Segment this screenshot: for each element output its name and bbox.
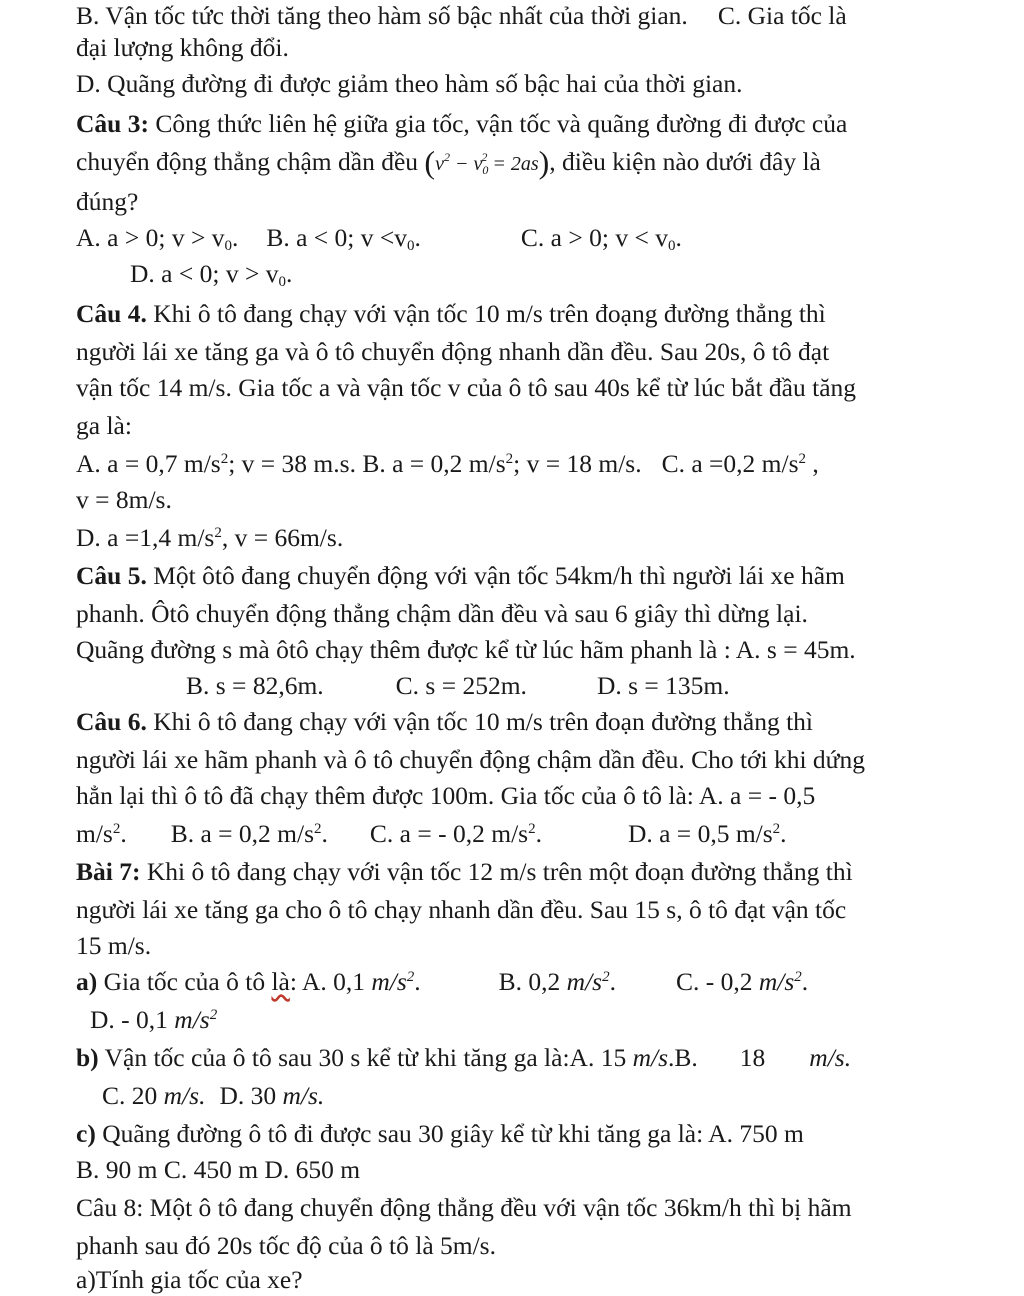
q6-line2: người lái xe hãm phanh và ô tô chuyển động chậm dần đều. Cho tới khi dứng: [76, 745, 866, 774]
q7b-options-cd: [102, 1080, 324, 1112]
q4-option-d: D. a =1,4 $m/s^2$, v = 66m/s.: [76, 523, 344, 552]
q3-text-3: , điều kiện nào dưới đây là: [549, 147, 821, 176]
q6-line3: hẳn lại thì ô tô đã chạy thêm được 100m. Gia tốc của ô tô là: A. a = - 0,5: [76, 781, 816, 810]
q7b-label: b): [76, 1043, 99, 1072]
q3-line1: [76, 108, 847, 140]
q2-option-b-line: [76, 0, 847, 32]
q7-line3: 15 m/s.: [76, 931, 152, 960]
q5-option-b: B. s = 82,6m.: [186, 671, 324, 700]
q3-text-2: chuyển động thẳng chậm dần đều: [76, 147, 419, 176]
q6-option-b: B. a = 0,2 $m/s^2$.: [170, 819, 328, 848]
q7-line1: [76, 856, 853, 888]
q3-option-a: A. a > 0; $v > v_0$.: [76, 223, 239, 254]
q8-line1: Câu 8: Một ô tô đang chuyển động thẳng đều với vận tốc 36km/h thì bị hãm: [76, 1193, 852, 1222]
q7c-options: B. 90 m C. 450 m D. 650 m: [76, 1155, 361, 1184]
q5-line1: [76, 560, 845, 592]
q6-option-d: D. a = 0,5 $m/s^2$.: [627, 819, 787, 848]
q7-label: Bài 7:: [76, 857, 141, 886]
q4-line4: ga là:: [76, 411, 132, 440]
q4-line3: vận tốc 14 m/s. Gia tốc a và vận tốc v của ô tô sau 40s kể từ lúc bắt đầu tăng: [76, 373, 857, 402]
q4-options-abc: [76, 448, 819, 480]
q6-line1: [76, 706, 813, 738]
q4-line1: [76, 298, 826, 330]
q7a-option-d: D. - 0,1 $m/s^2$: [90, 1005, 218, 1034]
q6-option-a-unit: $m/s^2$.: [76, 819, 127, 848]
q4-line2: người lái xe tăng ga và ô tô chuyển động nhanh dần đều. Sau 20s, ô tô đạt: [76, 337, 830, 366]
q2-option-d: D. Quãng đường đi được giảm theo hàm số bậc hai của thời gian.: [76, 69, 743, 98]
q6-label: Câu 6.: [76, 707, 147, 736]
q7b-option-c: C. 20 m/s.: [102, 1081, 206, 1110]
q7a-label: a): [76, 967, 98, 996]
q5-line3: Quãng đường s mà ôtô chạy thêm được kể từ lúc hãm phanh là : A. s = 45m.: [76, 635, 856, 664]
q4-option-c: C. a =0,2 $m/s^2$ ,: [661, 449, 819, 478]
q4-text-1: Khi ô tô đang chạy với vận tốc 10 m/s trên đoạng đường thẳng thì: [153, 299, 826, 328]
q8-line2: phanh sau đó 20s tốc độ của ô tô là 5m/s.: [76, 1231, 496, 1260]
q3-option-c: C. a > 0; $v < v_0$.: [520, 223, 682, 254]
q7a-flagged-word: là: [271, 967, 290, 996]
q7a-line: a) Gia tốc của ô tô là: A. 0,1 $m/s^2$. B. 0,2 $m/s^2$. C. - 0,2 $m/s^2$.: [76, 967, 809, 996]
q5-label: Câu 5.: [76, 561, 147, 590]
q4-label: Câu 4.: [76, 299, 147, 328]
q4-option-b: B. a = 0,2 $m/s^2$; v = 18 m/s.: [362, 449, 642, 478]
q2-option-c-cont: đại lượng không đổi.: [76, 33, 289, 62]
q7c-label: c): [76, 1119, 96, 1148]
q3-option-b: B. a < 0; $v <v_0$.: [266, 223, 421, 254]
q6-options-line: [76, 818, 787, 850]
q5-line2: phanh. Ôtô chuyển động thẳng chậm dần đều và sau 6 giây thì dừng lại.: [76, 599, 808, 628]
q7a-option-c: C. - 0,2 $m/s^2$.: [675, 967, 809, 996]
q8-line3-cut: a)Tính gia tốc của xe?: [76, 1265, 303, 1294]
q7-text-1: Khi ô tô đang chạy với vận tốc 12 m/s trên một đoạn đường thẳng thì: [146, 857, 853, 886]
q5-option-d: D. s = 135m.: [596, 671, 730, 700]
q7-line2: người lái xe tăng ga cho ô tô chạy nhanh dần đều. Sau 15 s, ô tô đạt vận tốc: [76, 895, 847, 924]
q5-options-bcd: [186, 670, 730, 702]
q3-option-d: D. a < 0; $v > v_0$.: [130, 259, 293, 290]
q3-line2: [76, 146, 821, 180]
q7b-line: b) Vận tốc của ô tô sau 30 s kể từ khi tăng ga là:A. 15 m/s.B. 18 m/s.: [76, 1043, 852, 1072]
q3-label: Câu 3:: [76, 109, 149, 138]
q3-line3: đúng?: [76, 187, 139, 216]
q4-option-a: A. a = 0,7 $m/s^2$; v = 38 m.s.: [76, 449, 356, 478]
q3-formula: $(v^2 - v_0^2 = 2as)$: [424, 144, 550, 180]
q2-option-c: C. Gia tốc là: [717, 1, 847, 30]
q3-text-1: Công thức liên hệ giữa gia tốc, vận tốc và quãng đường đi được của: [155, 109, 848, 138]
q4-option-c-cont: v = 8m/s.: [76, 485, 172, 514]
q7a-option-b: B. 0,2 $m/s^2$.: [498, 967, 616, 996]
q6-text-1: Khi ô tô đang chạy với vận tốc 10 m/s trên đoạn đường thẳng thì: [153, 707, 813, 736]
q7b-option-d: D. 30 m/s.: [219, 1081, 325, 1110]
q7c-line: c) Quãng đường ô tô đi được sau 30 giây kể từ khi tăng ga là: A. 750 m: [76, 1119, 804, 1148]
q2-option-b: B. Vận tốc tức thời tăng theo hàm số bậc nhất của thời gian.: [76, 1, 688, 30]
q5-text-1: Một ôtô đang chuyển động với vận tốc 54km/h thì người lái xe hãm: [153, 561, 845, 590]
q3-options-abc: [76, 222, 682, 254]
q5-option-c: C. s = 252m.: [395, 671, 527, 700]
q6-option-c: C. a = - 0,2 $m/s^2$.: [369, 819, 542, 848]
